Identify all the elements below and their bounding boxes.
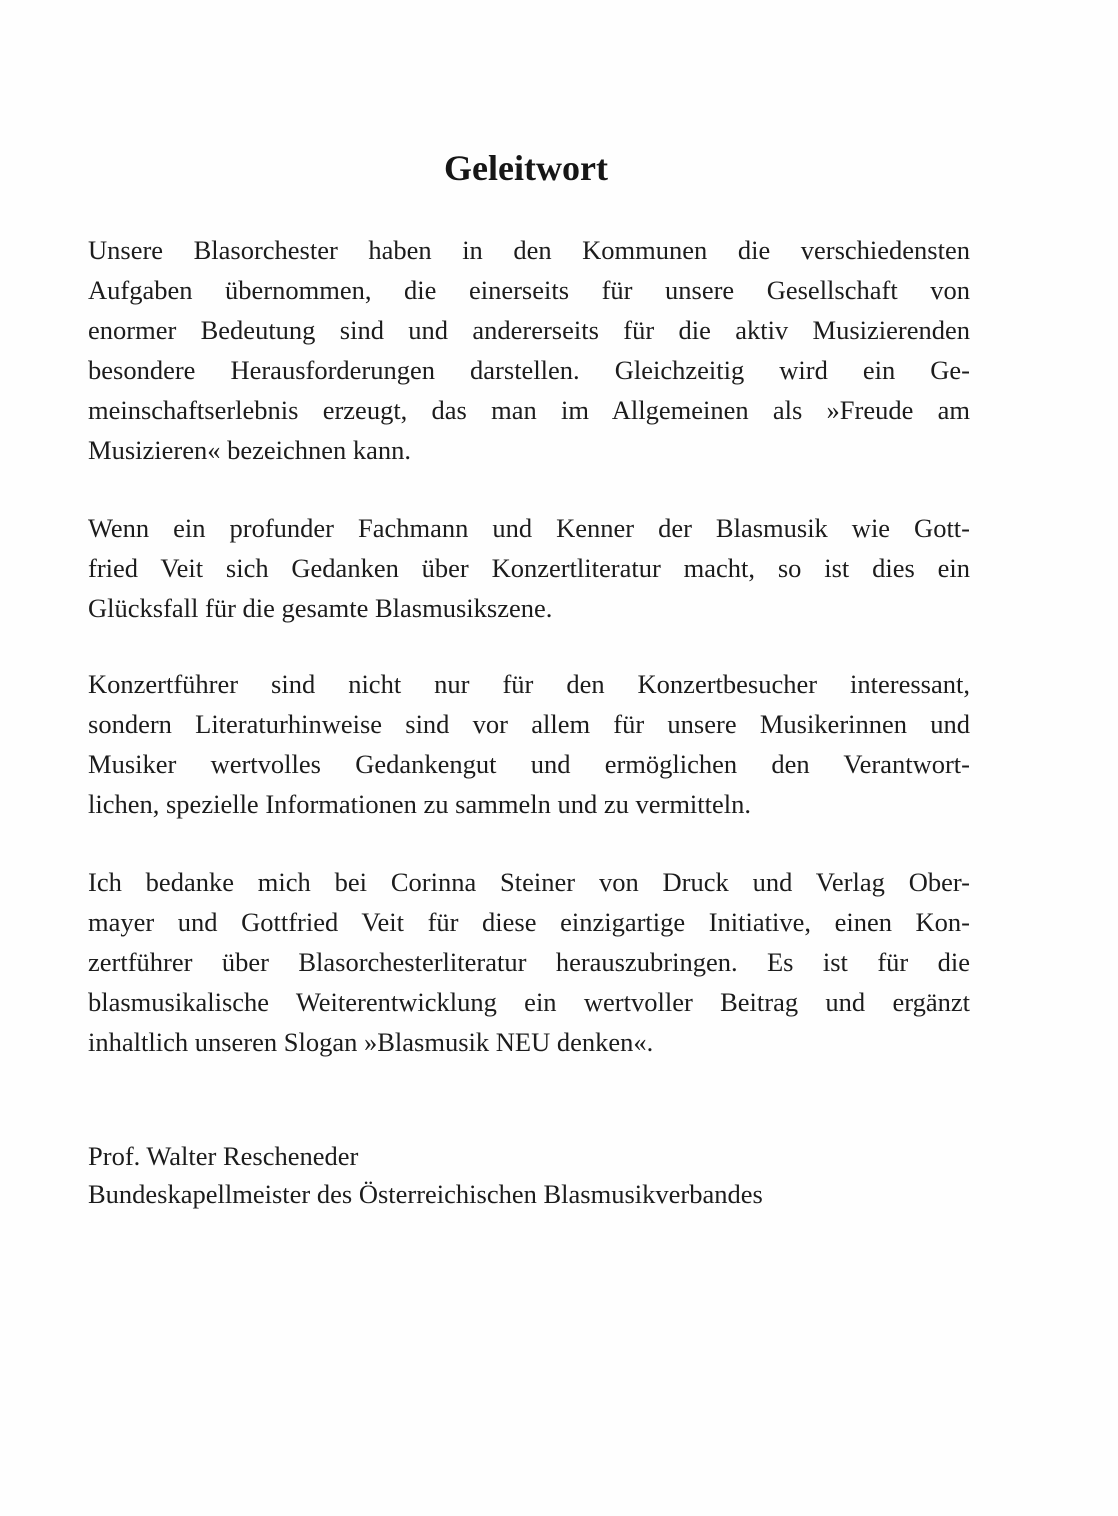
text-line: zertführer über Blasorchesterliteratur herauszubringen. Es ist für die [88,947,970,977]
signature-block [88,1137,988,1213]
paragraph-1 [88,230,970,470]
signature-name: Prof. Walter Rescheneder [88,1141,359,1171]
text-line: inhaltlich unseren Slogan »Blasmusik NEU denken«. [88,1027,654,1057]
signature-role: Bundeskapellmeister des Österreichischen Blasmusikverbandes [88,1179,763,1209]
text-line: Aufgaben übernommen, die einerseits für unsere Gesellschaft von [88,275,970,305]
text-line: Ich bedanke mich bei Corinna Steiner von Druck und Verlag Ober- [88,867,970,897]
text-line: besondere Herausforderungen darstellen. Gleichzeitig wird ein Ge- [88,355,970,385]
paragraph-2 [88,508,970,628]
text-line: Glücksfall für die gesamte Blasmusikszene. [88,593,553,623]
text-line: Wenn ein profunder Fachmann und Kenner der Blasmusik wie Gott- [88,513,970,543]
text-line: Konzertführer sind nicht nur für den Konzertbesucher interessant, [88,669,970,699]
paragraph-4 [88,862,970,1062]
text-line: Musizieren« bezeichnen kann. [88,435,412,465]
page-title: Geleitwort [444,148,608,188]
text-line: meinschaftserlebnis erzeugt, das man im Allgemeinen als »Freude am [88,395,970,425]
text-line: blasmusikalische Weiterentwicklung ein wertvoller Beitrag und ergänzt [88,987,970,1017]
text-line: Unsere Blasorchester haben in den Kommunen die verschiedensten [88,235,970,265]
text-line: mayer und Gottfried Veit für diese einzigartige Initiative, einen Kon- [88,907,970,937]
text-line: Musiker wertvolles Gedankengut und ermöglichen den Verantwort- [88,749,970,779]
text-line: sondern Literaturhinweise sind vor allem für unsere Musikerinnen und [88,709,970,739]
paragraph-3 [88,664,970,824]
text-line: lichen, spezielle Informationen zu sammeln und zu vermitteln. [88,789,752,819]
text-line: enormer Bedeutung sind und andererseits für die aktiv Musizierenden [88,315,970,345]
text-line: fried Veit sich Gedanken über Konzertliteratur macht, so ist dies ein [88,553,970,583]
